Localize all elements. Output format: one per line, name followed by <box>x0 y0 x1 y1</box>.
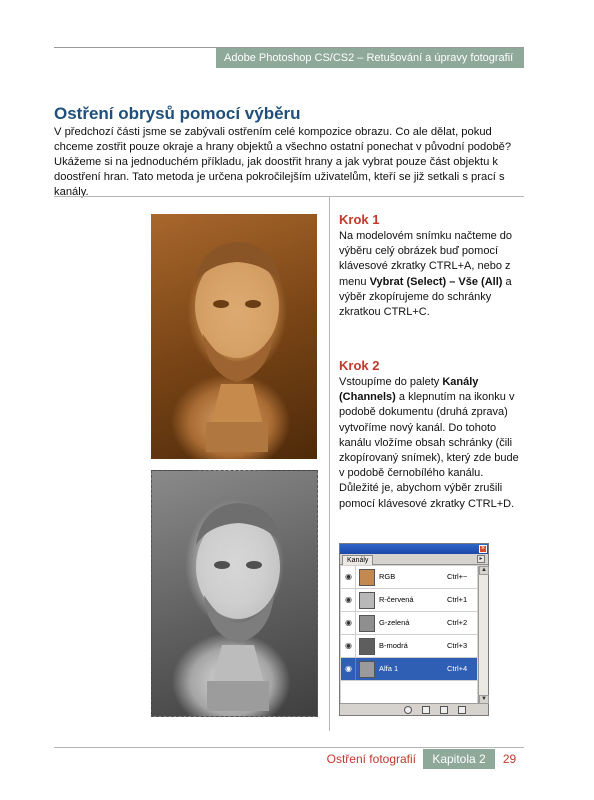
new-channel-icon[interactable] <box>440 706 448 714</box>
article-intro: V předchozí části jsme se zabývali ostřením celé kompozice obrazu. Co ale dělat, pokud chceme zostřit pouze okraje a hrany objektů a všechno ostatní ponechat v původní podobě? Ukážeme si na jednoduchém příkladu, jak doostřit hrany a jak vybrat pouze část objektu k doostření hran. Tato metoda je určena pokročilejším uživatelům, kteří se již setkali s prací s kanály. <box>54 126 512 198</box>
tab-channels[interactable]: Kanály <box>342 555 373 565</box>
eye-icon[interactable]: ◉ <box>342 635 356 657</box>
channel-list-scrollbar[interactable] <box>478 566 488 704</box>
channel-name: RGB <box>379 572 396 581</box>
step-2-text: Vstoupíme do palety Kanály (Channels) a klepnutím na ikonku v podobě dokumentu (druhá zprava) vytvoříme nový kanál. Do tohoto kanálu vložíme obsah schránky (čili zkopírovaný snímek), který zde bude v podobě černobílého kanálu. Důležité je, abychom výběr zrušili pomocí klávesové zkratky CTRL+D. <box>339 376 519 510</box>
channel-thumbnail <box>359 592 375 609</box>
step-1-text: Na modelovém snímku načteme do výběru celý obrázek buď pomocí klávesové zkratky CTRL+A, nebo z menu Vybrat (Select) – Vše (All) a výběr zkopírujeme do schránky zkratkou CTRL+C. <box>339 230 513 319</box>
scroll-up-icon[interactable]: ▲ <box>479 566 489 575</box>
panel-menu-icon[interactable]: ▸ <box>477 555 485 563</box>
running-header: Adobe Photoshop CS/CS2 – Retušování a úpravy fotografií <box>216 48 524 68</box>
step-2-title: Krok 2 <box>339 358 380 373</box>
article-title: Ostření obrysů pomocí výběru <box>54 104 301 123</box>
bust-grayscale-photo-selected <box>151 470 318 717</box>
scroll-down-icon[interactable]: ▼ <box>479 695 489 704</box>
bust-color-photo <box>151 214 317 459</box>
eye-icon[interactable]: ◉ <box>342 658 356 680</box>
channel-row-red[interactable] <box>341 589 477 612</box>
page-number: 29 <box>502 752 517 766</box>
channel-name: R-červená <box>379 595 414 604</box>
footer-rule <box>54 747 524 748</box>
channel-list <box>341 566 477 704</box>
load-selection-icon[interactable] <box>404 706 412 714</box>
channel-thumbnail <box>359 569 375 586</box>
channel-name: Alfa 1 <box>379 664 399 673</box>
panel-title-bar <box>340 544 488 554</box>
close-icon[interactable]: × <box>480 545 486 552</box>
channel-shortcut: Ctrl+3 <box>447 641 468 650</box>
channels-panel <box>339 543 489 716</box>
channel-shortcut: Ctrl+4 <box>447 664 468 673</box>
channel-row-blue[interactable] <box>341 635 477 658</box>
channel-shortcut: Ctrl+~ <box>447 572 468 581</box>
channel-name: G-zelená <box>379 618 410 627</box>
channel-shortcut: Ctrl+1 <box>447 595 468 604</box>
channel-thumbnail <box>359 661 375 678</box>
channel-row-rgb[interactable] <box>341 566 477 589</box>
footer-section-title: Ostření fotografií <box>326 752 416 766</box>
eye-icon[interactable]: ◉ <box>342 566 356 588</box>
footer-chapter: Kapitola 2 <box>423 749 495 769</box>
save-selection-icon[interactable] <box>422 706 430 714</box>
panel-bottom-toolbar <box>340 703 488 715</box>
channel-row-alpha-1[interactable] <box>341 658 477 681</box>
step-1-title: Krok 1 <box>339 212 380 227</box>
channel-row-green[interactable] <box>341 612 477 635</box>
channel-name: B-modrá <box>379 641 408 650</box>
section-divider <box>54 196 524 197</box>
channel-shortcut: Ctrl+2 <box>447 618 468 627</box>
panel-tabs <box>340 554 488 565</box>
channel-thumbnail <box>359 615 375 632</box>
eye-icon[interactable]: ◉ <box>342 589 356 611</box>
column-divider <box>329 196 330 731</box>
eye-icon[interactable]: ◉ <box>342 612 356 634</box>
channel-thumbnail <box>359 638 375 655</box>
trash-icon[interactable] <box>458 706 466 714</box>
